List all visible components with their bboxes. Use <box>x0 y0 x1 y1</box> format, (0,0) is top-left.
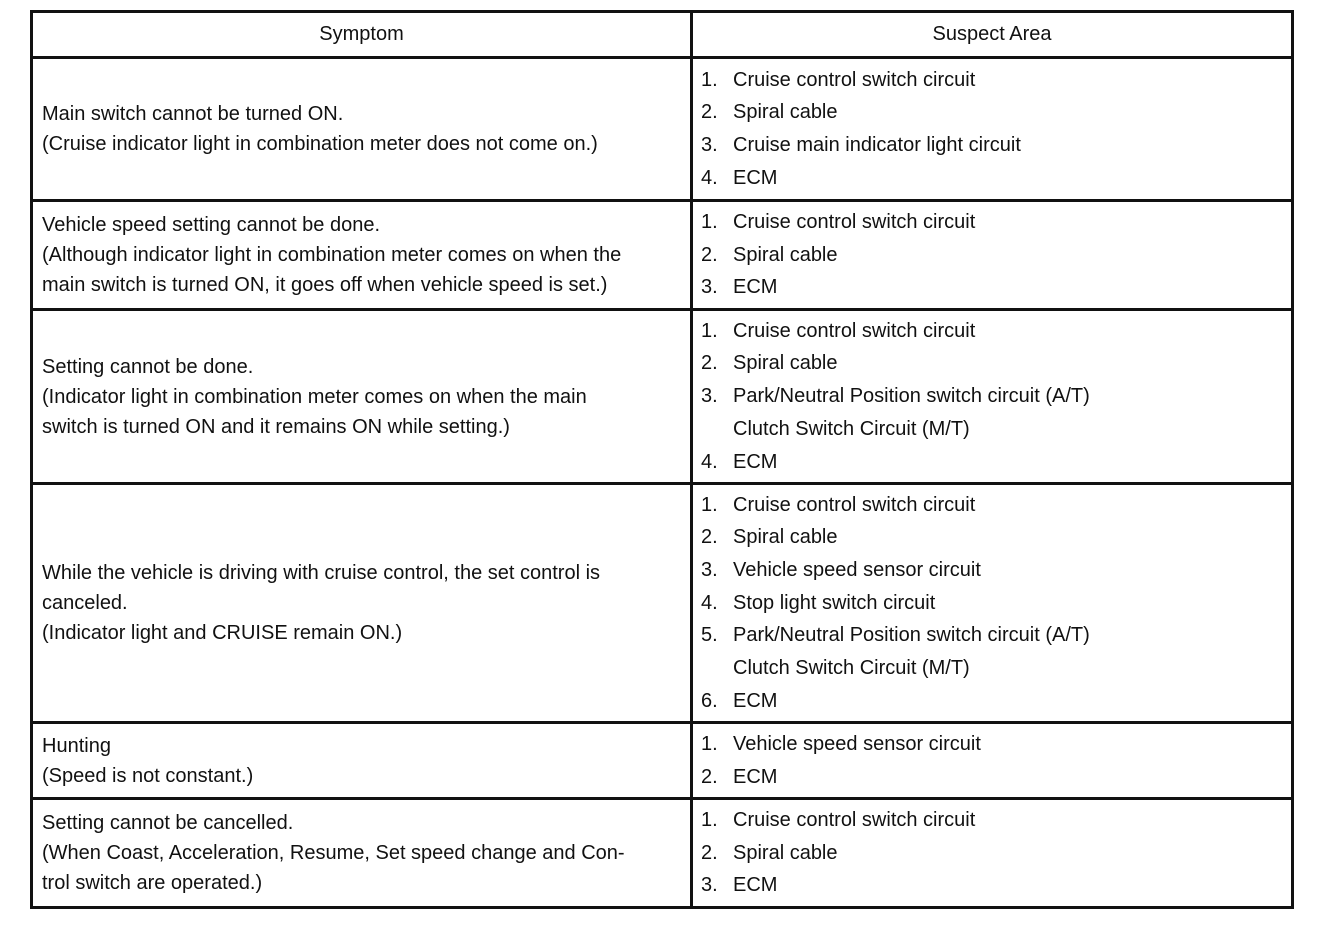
suspect-item-number: 2. <box>701 841 718 864</box>
suspect-item-text: Cruise control switch circuit <box>733 210 976 233</box>
suspect-item-number: 5. <box>701 624 718 647</box>
suspect-item-number: 1. <box>701 808 718 831</box>
symptom-cell <box>33 800 693 906</box>
suspect-item-number: 3. <box>701 276 718 299</box>
symptom-line: Main switch cannot be turned ON. <box>42 103 344 125</box>
suspect-area-cell <box>693 202 1291 308</box>
symptom-line: Hunting <box>42 734 111 757</box>
suspect-item-text: Cruise control switch circuit <box>733 493 976 516</box>
suspect-area-cell <box>693 59 1291 199</box>
suspect-item <box>701 347 1291 380</box>
suspect-item-number: 1. <box>701 68 718 91</box>
symptom-line: Vehicle speed setting cannot be done. <box>42 214 381 236</box>
symptom-line: (Cruise indicator light in combination meter does not come on.) <box>42 133 598 155</box>
symptom-line: Setting cannot be cancelled. <box>42 812 294 834</box>
suspect-item-number: 6. <box>701 689 718 712</box>
suspect-item <box>701 804 1291 837</box>
suspect-item-number: 3. <box>701 385 718 408</box>
suspect-item-number: 2. <box>701 243 718 266</box>
suspect-item <box>701 521 1291 554</box>
symptom-line: (Indicator light and CRUISE remain ON.) <box>42 622 403 644</box>
symptom-cell <box>33 311 693 482</box>
table-row <box>33 199 1291 308</box>
table-row <box>33 56 1291 199</box>
suspect-item-text: ECM <box>733 689 778 712</box>
suspect-item <box>701 587 1291 620</box>
suspect-item-text: Cruise control switch circuit <box>733 319 976 342</box>
symptom-line: main switch is turned ON, it goes off when vehicle speed is set.) <box>42 274 608 296</box>
suspect-item <box>701 162 1291 195</box>
suspect-area-cell <box>693 485 1291 721</box>
suspect-item-text: Vehicle speed sensor circuit <box>733 732 981 755</box>
suspect-item-number: 3. <box>701 134 718 156</box>
symptom-cell <box>33 59 693 199</box>
symptom-line: (Indicator light in combination meter comes on when the main <box>42 385 587 408</box>
suspect-item <box>701 446 1291 479</box>
suspect-item-number: 4. <box>701 591 718 614</box>
suspect-item-text: ECM <box>733 450 778 473</box>
suspect-item-number: 2. <box>701 526 718 549</box>
suspect-item-text: Spiral cable <box>733 841 838 864</box>
suspect-item-text: ECM <box>733 874 778 897</box>
table-row <box>33 797 1291 906</box>
suspect-item <box>701 554 1291 587</box>
suspect-item <box>701 728 1291 761</box>
suspect-item-text: Clutch Switch Circuit (M/T) <box>733 657 970 680</box>
suspect-item-number: 1. <box>701 210 718 233</box>
troubleshooting-table <box>30 10 1294 909</box>
suspect-item <box>701 64 1291 97</box>
suspect-item-text: Spiral cable <box>733 526 838 549</box>
symptom-cell <box>33 485 693 721</box>
suspect-item-text: ECM <box>733 166 778 189</box>
table-body <box>33 56 1291 906</box>
suspect-item <box>701 761 1291 794</box>
suspect-item-text: ECM <box>733 276 778 299</box>
suspect-item-text: Cruise main indicator light circuit <box>733 134 1021 156</box>
suspect-item-text: Vehicle speed sensor circuit <box>733 558 981 581</box>
symptom-line: (Although indicator light in combination meter comes on when the <box>42 244 622 266</box>
table-row <box>33 308 1291 482</box>
symptom-cell <box>33 202 693 308</box>
suspect-item <box>701 652 1291 685</box>
suspect-item-text: Cruise control switch circuit <box>733 68 976 91</box>
suspect-item-text: Stop light switch circuit <box>733 591 936 614</box>
suspect-item <box>701 271 1291 304</box>
suspect-item <box>701 869 1291 902</box>
suspect-item-text: Park/Neutral Position switch circuit (A/T) <box>733 624 1090 647</box>
symptom-line: (Speed is not constant.) <box>42 764 254 787</box>
suspect-item-number: 2. <box>701 101 718 124</box>
header-symptom: Symptom <box>33 13 693 56</box>
header-suspect-area: Suspect Area <box>932 23 1052 45</box>
symptom-line: switch is turned ON and it remains ON while setting.) <box>42 415 510 438</box>
suspect-item-number: 3. <box>701 874 718 897</box>
symptom-line: Setting cannot be done. <box>42 355 254 378</box>
table-row <box>33 482 1291 721</box>
symptom-line: canceled. <box>42 592 128 614</box>
table-row <box>33 721 1291 797</box>
suspect-item-number: 1. <box>701 493 718 516</box>
suspect-item-text: Clutch Switch Circuit (M/T) <box>733 417 970 440</box>
suspect-item-number: 3. <box>701 558 718 581</box>
suspect-item <box>701 206 1291 239</box>
suspect-item-text: Spiral cable <box>733 243 838 266</box>
suspect-item-number: 1. <box>701 732 718 755</box>
symptom-line: trol switch are operated.) <box>42 872 263 894</box>
suspect-item-text: Cruise control switch circuit <box>733 808 976 831</box>
suspect-item-text: ECM <box>733 765 778 788</box>
suspect-area-cell <box>693 724 1291 797</box>
suspect-item-number: 2. <box>701 765 718 788</box>
symptom-line: While the vehicle is driving with cruise control, the set control is <box>42 562 601 584</box>
suspect-item-number: 2. <box>701 352 718 375</box>
suspect-item <box>701 380 1291 413</box>
symptom-line: (When Coast, Acceleration, Resume, Set speed change and Con- <box>42 842 625 864</box>
suspect-item <box>701 489 1291 522</box>
suspect-item <box>701 129 1291 162</box>
suspect-item <box>701 685 1291 718</box>
suspect-area-cell <box>693 800 1291 906</box>
suspect-item-number: 1. <box>701 319 718 342</box>
symptom-cell <box>33 724 693 797</box>
suspect-item <box>701 239 1291 272</box>
suspect-item-text: Spiral cable <box>733 101 838 124</box>
suspect-item <box>701 413 1291 446</box>
suspect-item-text: Park/Neutral Position switch circuit (A/T) <box>733 385 1090 408</box>
suspect-area-cell <box>693 311 1291 482</box>
suspect-item-number: 4. <box>701 166 718 189</box>
suspect-item <box>701 837 1291 870</box>
table-header-row <box>33 13 1291 56</box>
suspect-item-number: 4. <box>701 450 718 473</box>
suspect-item-text: Spiral cable <box>733 352 838 375</box>
suspect-item <box>701 619 1291 652</box>
suspect-item <box>701 315 1291 348</box>
suspect-item <box>701 96 1291 129</box>
